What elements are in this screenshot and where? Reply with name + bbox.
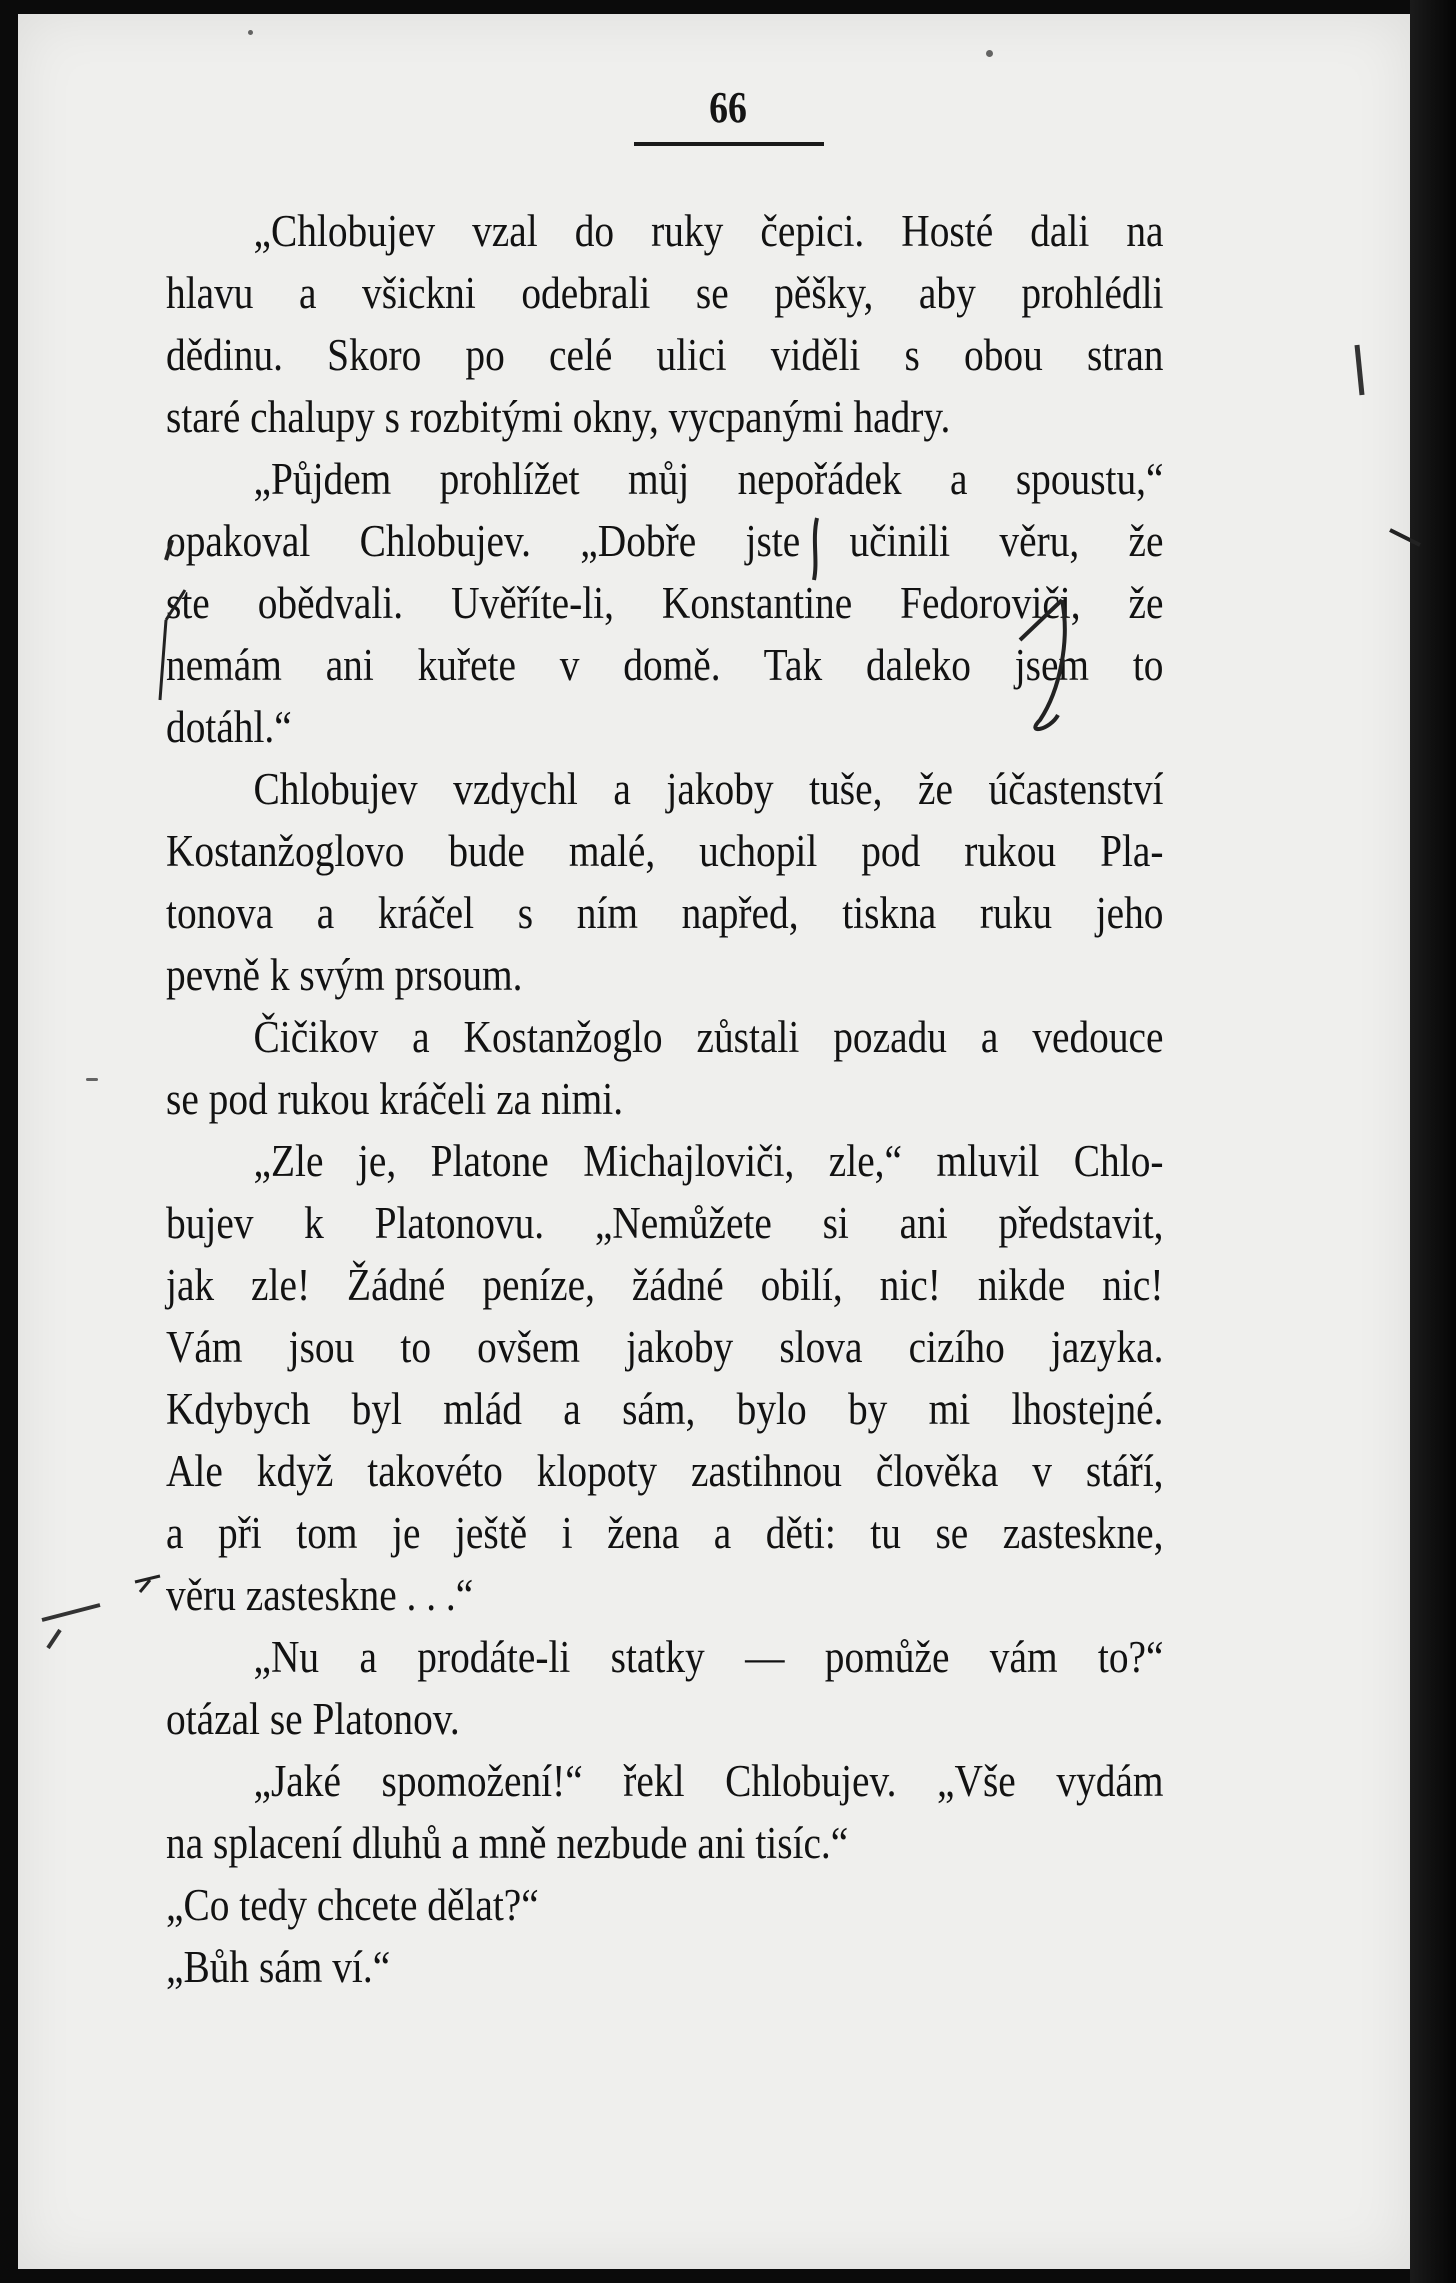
text-line: „Půjdem prohlížet můj nepořádek a spoustu,“ — [253, 454, 1164, 504]
text-line: „Zle je, Platone Michajloviči, zle,“ mluvil Chlo- — [253, 1136, 1164, 1186]
paragraph — [166, 200, 1164, 448]
text-line: na splacení dluhů a mně nezbude ani tisíc.“ — [166, 1818, 849, 1868]
text-line: a při tom je ještě i žena a děti: tu se zasteskne, — [166, 1508, 1164, 1558]
page-number-rule — [634, 142, 824, 146]
text-line: Chlobujev vzdychl a jakoby tuše, že účastenství — [253, 764, 1164, 814]
text-line: staré chalupy s rozbitými okny, vycpanými hadry. — [166, 392, 951, 442]
text-line: dědinu. Skoro po celé ulici viděli s obou stran — [166, 330, 1164, 380]
text-line: Čičikov a Kostanžoglo zůstali pozadu a vedouce — [253, 1012, 1164, 1062]
text-line: „Co tedy chcete dělat?“ — [166, 1880, 539, 1930]
text-line: bujev k Platonovu. „Nemůžete si ani představit, — [166, 1198, 1164, 1248]
paper-speck — [986, 50, 993, 57]
text-line: opakoval Chlobujev. „Dobře jste učinili věru, že — [166, 516, 1164, 566]
text-line: se pod rukou kráčeli za nimi. — [166, 1074, 624, 1124]
text-line: Vám jsou to ovšem jakoby slova cizího jazyka. — [166, 1322, 1164, 1372]
text-line: Kdybych byl mlád a sám, bylo by mi lhostejné. — [166, 1384, 1164, 1434]
text-line: Ale když takovéto klopoty zastihnou člověka v stáří, — [166, 1446, 1164, 1496]
paragraph — [166, 1006, 1164, 1130]
text-line: „Jaké spomožení!“ řekl Chlobujev. „Vše vydám — [253, 1756, 1164, 1806]
paragraph — [166, 1874, 1164, 1936]
body-text — [166, 200, 1164, 1998]
text-line: „Bůh sám ví.“ — [166, 1942, 391, 1992]
text-line: nemám ani kuřete v domě. Tak daleko jsem to — [166, 640, 1164, 690]
paper-speck — [248, 30, 253, 35]
paragraph — [166, 448, 1164, 758]
text-line: „Nu a prodáte-li statky — pomůže vám to?“ — [253, 1632, 1164, 1682]
text-line: hlavu a všickni odebrali se pěšky, aby prohlédli — [166, 268, 1164, 318]
page-edge-shadow — [1410, 0, 1456, 2283]
text-line: pevně k svým prsoum. — [166, 950, 523, 1000]
page-number: 66 — [709, 83, 747, 132]
text-line: otázal se Platonov. — [166, 1694, 460, 1744]
text-line: ste obědvali. Uvěříte-li, Konstantine Fedoroviči, že — [166, 578, 1164, 628]
paragraph — [166, 758, 1164, 1006]
paragraph — [166, 1750, 1164, 1874]
text-line: tonova a kráčel s ním napřed, tiskna ruku jeho — [166, 888, 1164, 938]
text-line: „Chlobujev vzal do ruky čepici. Hosté dali na — [253, 206, 1164, 256]
text-line: dotáhl.“ — [166, 702, 292, 752]
paragraph — [166, 1130, 1164, 1626]
text-line: věru zasteskne . . .“ — [166, 1570, 474, 1620]
paragraph — [166, 1936, 1164, 1998]
paper-speck — [86, 1078, 98, 1081]
paragraph — [166, 1626, 1164, 1750]
text-line: Kostanžoglovo bude malé, uchopil pod rukou Pla- — [166, 826, 1164, 876]
text-line: jak zle! Žádné peníze, žádné obilí, nic! nikde nic! — [166, 1260, 1164, 1310]
